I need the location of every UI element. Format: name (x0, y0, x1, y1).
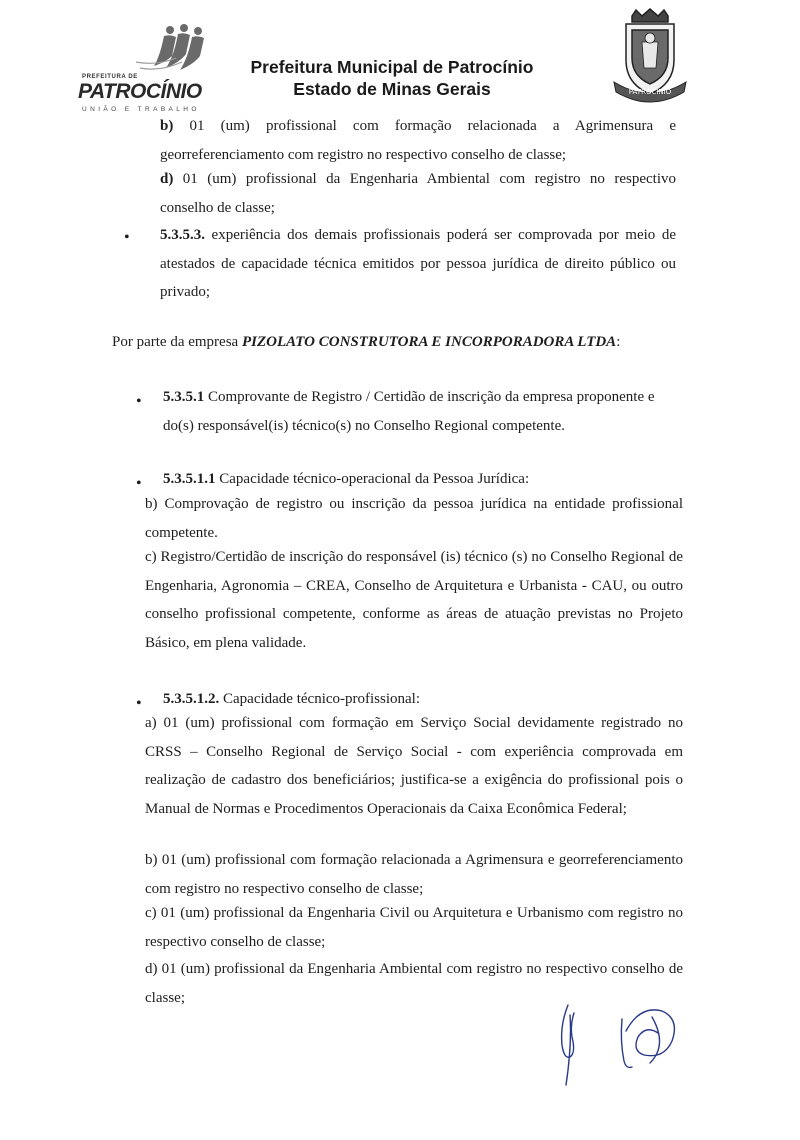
header-title (232, 56, 552, 100)
logo-name: PATROCÍNIO (78, 80, 202, 103)
coat-of-arms-icon (610, 8, 690, 108)
item-b-continued: b) 01 (um) profissional com formação relacionada a Agrimensura e georreferenciamento com registro no respectivo conselho de classe; (160, 118, 677, 163)
item-5351: 5.3.5.1 Comprovante de Registro / Certidão de inscrição da empresa proponente e do(s) responsável(is) técnico(s) no Conselho Regional competente. (163, 389, 655, 434)
bullet-53512: • (136, 695, 142, 712)
company-intro: Por parte da empresa PIZOLATO CONSTRUTORA E INCORPORADORA LTDA: (112, 334, 621, 350)
handwritten-initials-signature (540, 985, 700, 1095)
item-53511-b: b) Comprovação de registro ou inscrição da pessoa jurídica na entidade profissional competente. (145, 496, 683, 541)
item-53512-c: c) 01 (um) profissional da Engenharia Civil ou Arquitetura e Urbanismo com registro no respectivo conselho de classe; (145, 905, 683, 950)
bullet-53511: • (136, 475, 142, 492)
item-53511-heading: 5.3.5.1.1 Capacidade técnico-operacional da Pessoa Jurídica: (163, 471, 530, 487)
bullet-5353: • (124, 229, 130, 246)
logo-tagline: UNIÃO E TRABALHO (82, 106, 200, 113)
item-53512-heading: 5.3.5.1.2. Capacidade técnico-profissional: (163, 691, 421, 707)
people-figures-icon (136, 22, 216, 74)
item-53511-c: c) Registro/Certidão de inscrição do responsável (is) técnico (s) no Conselho Regional de Engenharia, Agronomia – CREA, Conselho de Arquitetura e Urbanista - CAU, ou outro conselho profissional competente, conforme as áreas de atuação previstas no Projeto Básico, em plena validade. (145, 549, 683, 651)
company-name: PIZOLATO CONSTRUTORA E INCORPORADORA LTDA (241, 334, 617, 350)
item-5353: 5.3.5.3. experiência dos demais profissionais poderá ser comprovada por meio de atestados de capacidade técnica emitidos por pessoa jurídica de direito público ou privado; (160, 227, 676, 300)
logo-prefix: PREFEITURA DE (82, 74, 138, 80)
crest-label: PATROCINIO (628, 88, 672, 96)
header-title-line2: Estado de Minas Gerais (293, 79, 491, 99)
item-53512-b: b) 01 (um) profissional com formação relacionada a Agrimensura e georreferenciamento com registro no respectivo conselho de classe; (145, 852, 683, 897)
header-title-line1: Prefeitura Municipal de Patrocínio (250, 57, 534, 77)
item-53512-a: a) 01 (um) profissional com formação em Serviço Social devidamente registrado no CRSS – Conselho Regional de Serviço Social - com experiência comprovada em realização de cadastro dos beneficiários; justifica-se a exigência do profissional pois o Manual de Normas e Procedimentos Operacionais da Caixa Econômica Federal; (145, 715, 683, 817)
item-53512-d: d) 01 (um) profissional da Engenharia Ambiental com registro no respectivo conselho de classe; (145, 961, 683, 1006)
bullet-5351: • (136, 393, 142, 410)
item-d-continued: d) 01 (um) profissional da Engenharia Ambiental com registro no respectivo conselho de classe; (160, 171, 677, 216)
municipality-logo (76, 22, 226, 113)
